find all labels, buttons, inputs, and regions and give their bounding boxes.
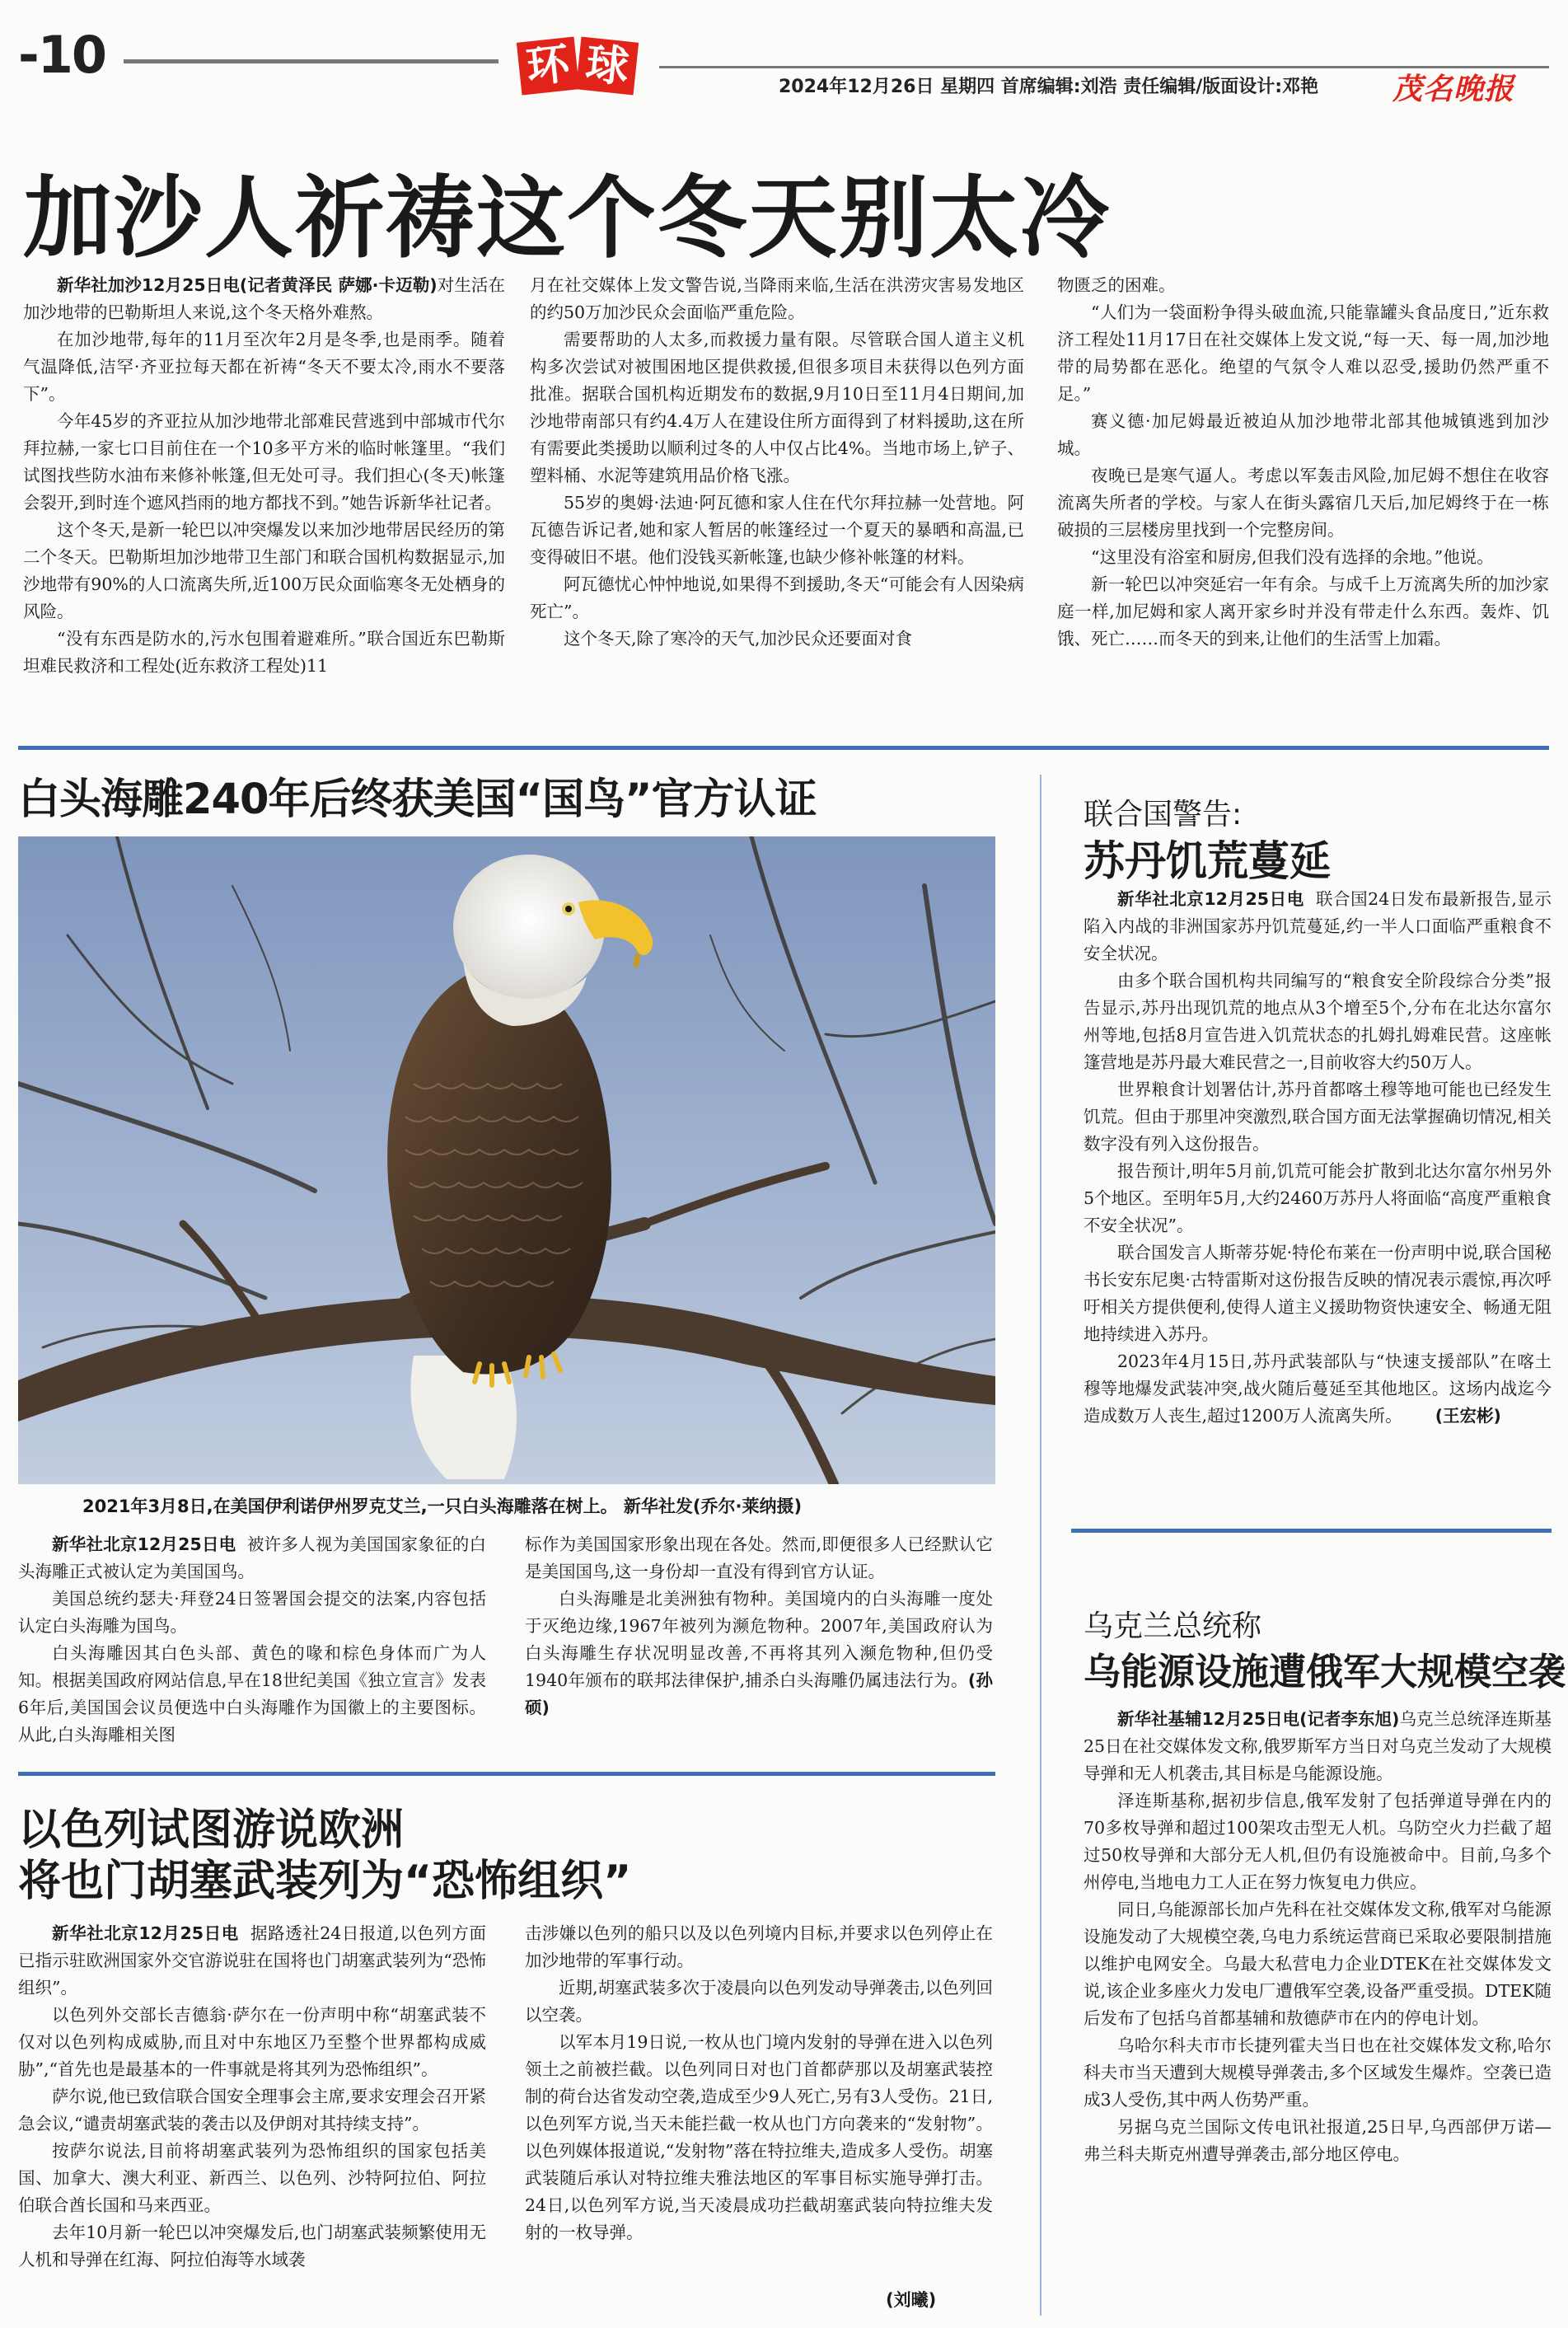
headline-israel-line2: 将也门胡塞武装列为“恐怖组织”	[18, 1857, 632, 1906]
israel-para: 去年10月新一轮巴以冲突爆发后,也门胡塞武装频繁使用无人机和导弹在红海、阿拉伯海等水域袭	[18, 2223, 486, 2269]
gaza-para: “人们为一袋面粉争得头破血流,只能靠罐头食品度日,”近东救济工程处11月17日在社交媒体上发文说,“每一天、每一周,加沙地带的局势都在恶化。绝望的气氛令人难以忍受,援助仍然严重不足。”	[1057, 302, 1549, 404]
eagle-col-2	[525, 1531, 993, 1721]
divider-vertical	[1040, 775, 1041, 2316]
gaza-para: 这个冬天,除了寒冷的天气,加沙民众还要面对食	[564, 629, 913, 649]
gaza-para: “没有东西是防水的,污水包围着避难所。”联合国近东巴勒斯坦难民救济和工程处(近东救济工程处)11	[23, 629, 505, 676]
ukraine-body	[1084, 1706, 1552, 2168]
eagle-para: 标作为美国国家形象出现在各处。然而,即便很多人已经默认它是美国国鸟,这一身份却一直没有得到官方认证。	[525, 1534, 993, 1581]
gaza-col-3	[1057, 272, 1549, 653]
israel-para: 以色列外交部长吉德翁·萨尔在一份声明中称“胡塞武装不仅对以色列构成威胁,而且对中东地区乃至整个世界都构成威胁”,“首先也是最基本的一件事就是将其列为恐怖组织”。	[18, 2005, 486, 2079]
eagle-col-1	[18, 1531, 486, 1749]
sudan-para: 联合国发言人斯蒂芬妮·特伦布莱在一份声明中说,联合国秘书长安东尼奥·古特雷斯对这份报告反映的情况表示震惊,再次呼吁相关方提供便利,使得人道主义援助物资快速安全、畅通无阻地持续进入苏丹。	[1084, 1243, 1552, 1344]
ukraine-para: 乌克兰总统泽连斯基25日在社交媒体发文称,俄罗斯军方当日对乌克兰发动了大规模导弹和无人机袭击,其目标是乌能源设施。	[1084, 1709, 1552, 1783]
gaza-para: 在加沙地带,每年的11月至次年2月是冬季,也是雨季。随着气温降低,洁罕·齐亚拉每天都在祈祷“冬天不要太冷,雨水不要落下”。	[23, 330, 505, 404]
gaza-para: 今年45岁的齐亚拉从加沙地带北部难民营逃到中部城市代尔拜拉赫,一家七口目前住在一个10多平方米的临时帐篷里。“我们试图找些防水油布来修补帐篷,但无处可寻。我们担心(冬天)帐篷会裂开,到时连个遮风挡雨的地方都找不到。”她告诉新华社记者。	[23, 411, 505, 513]
gaza-para: 赛义德·加尼姆最近被迫从加沙地带北部其他城镇逃到加沙城。	[1057, 411, 1549, 458]
eagle-author: (孙硕)	[525, 1670, 994, 1717]
gaza-para: 月在社交媒体上发文警告说,当降雨来临,生活在洪涝灾害易发地区的约50万加沙民众会面临严重危险。	[530, 275, 1024, 322]
israel-para: 据路透社24日报道,以色列方面已指示驻欧洲国家外交官游说驻在国将也门胡塞武装列为“恐怖组织”。	[18, 1923, 486, 1998]
sudan-body	[1084, 886, 1552, 1430]
eagle-para: 美国总统约瑟夫·拜登24日签署国会提交的法案,内容包括认定白头海雕为国鸟。	[18, 1589, 486, 1636]
sudan-dateline: 新华社北京12月25日电	[1117, 889, 1304, 909]
ukraine-para: 泽连斯基称,据初步信息,俄军发射了包括弹道导弹在内的70多枚导弹和超过100架攻击型无人机。乌防空火力拦截了超过50枚导弹和大部分无人机,但仍有设施被命中。目前,乌多个州停电,当地电力工人正在努力恢复电力供应。	[1084, 1791, 1552, 1892]
gaza-dateline: 新华社加沙12月25日电(记者黄泽民 萨娜·卡迈勒)	[57, 275, 438, 295]
eagle-dateline: 新华社北京12月25日电	[52, 1534, 236, 1554]
headline-ukraine: 乌能源设施遭俄军大规模空袭	[1084, 1650, 1566, 1693]
divider-eagle-bottom	[18, 1772, 995, 1776]
headline-israel-line1: 以色列试图游说欧洲	[18, 1806, 405, 1855]
eagle-para: 被许多人视为美国国家象征的白头海雕正式被认定为美国国鸟。	[18, 1534, 486, 1581]
gaza-para: 这个冬天,是新一轮巴以冲突爆发以来加沙地带居民经历的第二个冬天。巴勒斯坦加沙地带卫生部门和联合国机构数据显示,加沙地带有90%的人口流离失所,近100万民众面临寒冬无处栖身的风险。	[23, 520, 505, 621]
sudan-para: 由多个联合国机构共同编写的“粮食安全阶段综合分类”报告显示,苏丹出现饥荒的地点从3个增至5个,分布在北达尔富尔州等地,包括8月宣告进入饥荒状态的扎姆扎姆难民营。这座帐篷营地是苏丹最大难民营之一,目前收容大约50万人。	[1084, 971, 1552, 1072]
headline-sudan: 苏丹饥荒蔓延	[1084, 837, 1331, 885]
israel-author: (刘曦)	[886, 2290, 937, 2310]
page-number: -10	[18, 25, 106, 85]
gaza-para: 新一轮巴以冲突延宕一年有余。与成千上万流离失所的加沙家庭一样,加尼姆和家人离开家乡时并没有带走什么东西。轰炸、饥饿、死亡……而冬天的到来,让他们的生活雪上加霜。	[1057, 574, 1549, 649]
divider-top	[18, 746, 1549, 750]
eagle-para: 白头海雕因其白色头部、黄色的喙和棕色身体而广为人知。根据美国政府网站信息,早在18世纪美国《独立宣言》发表6年后,美国国会议员便选中白头海雕作为国徽上的主要图标。从此,白头海雕相关图	[18, 1643, 486, 1745]
ukraine-para: 另据乌克兰国际文传电讯社报道,25日早,乌西部伊万诺—弗兰科夫斯克州遭导弹袭击,部分地区停电。	[1084, 2117, 1552, 2164]
gaza-para: 需要帮助的人太多,而救援力量有限。尽管联合国人道主义机构多次尝试对被围困地区提供救援,但很多项目未获得以色列方面批准。据联合国机构近期发布的数据,9月10日至11月4日期间,加沙地带南部只有约4.4万人在建设住所方面得到了材料援助,这在所有需要此类援助以顺利过冬的人中仅占比4%。当地市场上,铲子、塑料桶、水泥等建筑用品价格飞涨。	[530, 330, 1024, 485]
ukraine-para: 乌哈尔科夫市市长捷列霍夫当日也在社交媒体发文称,哈尔科夫市当天遭到大规模导弹袭击,多个区域发生爆炸。空袭已造成3人受伤,其中两人伤势严重。	[1084, 2035, 1552, 2110]
eagle-photo-art	[18, 836, 995, 1484]
eagle-para: 白头海雕是北美洲独有物种。美国境内的白头海雕一度处于灭绝边缘,1967年被列为濒危物种。2007年,美国政府认为白头海雕生存状况明显改善,不再将其列入濒危物种,但仍受1940年颁布的联邦法律保护,捕杀白头海雕仍属违法行为。	[525, 1589, 993, 1690]
section-char-huan: 环	[517, 37, 579, 96]
headline-gaza: 加沙人祈祷这个冬天别太冷	[23, 167, 1112, 270]
sudan-para: 报告预计,明年5月前,饥荒可能会扩散到北达尔富尔州另外5个地区。至明年5月,大约2460万苏丹人将面临“高度严重粮食不安全状况”。	[1084, 1161, 1552, 1235]
israel-col-1	[18, 1920, 486, 2274]
israel-para: 以军本月19日说,一枚从也门境内发射的导弹在进入以色列领土之前被拦截。以色列同日对也门首都萨那以及胡塞武装控制的荷台达省发动空袭,造成至少9人死亡,另有3人受伤。21日,以色列军方说,当天未能拦截一枚从也门方向袭来的“发射物”。以色列媒体报道说,“发射物”落在特拉维夫,造成多人受伤。胡塞武装随后承认对特拉维夫雅法地区的军事目标实施导弹打击。24日,以色列军方说,当天凌晨成功拦截胡塞武装向特拉维夫发射的一枚导弹。	[525, 2032, 993, 2242]
kicker-sudan: 联合国警告:	[1084, 798, 1243, 831]
headline-israel	[18, 1805, 631, 1907]
header-rule-left	[124, 59, 498, 63]
israel-para: 击涉嫌以色列的船只以及以色列境内目标,并要求以色列停止在加沙地带的军事行动。	[525, 1923, 993, 1970]
kicker-ukraine: 乌克兰总统称	[1084, 1609, 1262, 1643]
israel-para: 近期,胡塞武装多次于凌晨向以色列发动导弹袭击,以色列回以空袭。	[525, 1978, 993, 2025]
newspaper-logo: 茂名晚报	[1392, 72, 1515, 106]
gaza-col-2	[530, 272, 1024, 653]
gaza-para: 阿瓦德忧心忡忡地说,如果得不到援助,冬天“可能会有人因染病死亡”。	[530, 574, 1024, 621]
sudan-para: 世界粮食计划署估计,苏丹首都喀土穆等地可能也已经发生饥荒。但由于那里冲突激烈,联合国方面无法掌握确切情况,相关数字没有列入这份报告。	[1084, 1080, 1552, 1154]
divider-right-mid	[1071, 1529, 1552, 1533]
israel-para: 按萨尔说法,目前将胡塞武装列为恐怖组织的国家包括美国、加拿大、澳大利亚、新西兰、以色列、沙特阿拉伯、阿拉伯联合酋长国和马来西亚。	[18, 2141, 486, 2215]
israel-col-2	[525, 1920, 993, 2246]
sudan-author: (王宏彬)	[1435, 1406, 1501, 1426]
eagle-photo	[18, 836, 995, 1484]
gaza-para: 55岁的奥姆·法迪·阿瓦德和家人住在代尔拜拉赫一处营地。阿瓦德告诉记者,她和家人暂居的帐篷经过一个夏天的暴晒和高温,已变得破旧不堪。他们没钱买新帐篷,也缺少修补帐篷的材料。	[530, 493, 1024, 567]
ukraine-para: 同日,乌能源部长加卢先科在社交媒体发文称,俄军对乌能源设施发动了大规模空袭,乌电力系统运营商已采取必要限制措施以维护电网安全。乌最大私营电力企业DTEK在社交媒体发文说,该企业多座火力发电厂遭俄军空袭,设备严重受损。DTEK随后发布了包括乌首都基辅和敖德萨市在内的停电计划。	[1084, 1899, 1552, 2028]
headline-eagle: 白头海雕240年后终获美国“国鸟”官方认证	[18, 775, 817, 824]
eagle-photo-caption: 2021年3月8日,在美国伊利诺伊州罗克艾兰,一只白头海雕落在树上。 新华社发(乔尔·莱纳摄)	[82, 1497, 803, 1516]
gaza-para: 对生活在加沙地带的巴勒斯坦人来说,这个冬天格外难熬。	[23, 275, 506, 322]
section-char-qiu: 球	[576, 37, 639, 96]
israel-dateline: 新华社北京12月25日电	[52, 1923, 239, 1943]
header-info: 2024年12月26日 星期四 首席编辑:刘浩 责任编辑/版面设计:邓艳	[779, 77, 1319, 97]
sudan-para: 联合国24日发布最新报告,显示陷入内战的非洲国家苏丹饥荒蔓延,约一半人口面临严重粮食不安全状况。	[1084, 889, 1552, 963]
gaza-col-1	[23, 272, 505, 680]
gaza-para: “这里没有浴室和厨房,但我们没有选择的余地。”他说。	[1091, 547, 1494, 567]
gaza-para: 夜晚已是寒气逼人。考虑以军轰击风险,加尼姆不想住在收容流离失所者的学校。与家人在街头露宿几天后,加尼姆终于在一栋破损的三层楼房里找到一个完整房间。	[1057, 466, 1549, 540]
israel-para: 萨尔说,他已致信联合国安全理事会主席,要求安理会召开紧急会议,“谴责胡塞武装的袭击以及伊朗对其持续支持”。	[18, 2087, 486, 2134]
section-mark	[519, 33, 651, 99]
gaza-para: 物匮乏的困难。	[1057, 275, 1176, 295]
ukraine-dateline: 新华社基辅12月25日电(记者李东旭)	[1117, 1709, 1400, 1729]
sudan-para: 2023年4月15日,苏丹武装部队与“快速支援部队”在喀土穆等地爆发武装冲突,战火随后蔓延至其他地区。这场内战迄今造成数万人丧生,超过1200万人流离失所。	[1084, 1351, 1552, 1426]
